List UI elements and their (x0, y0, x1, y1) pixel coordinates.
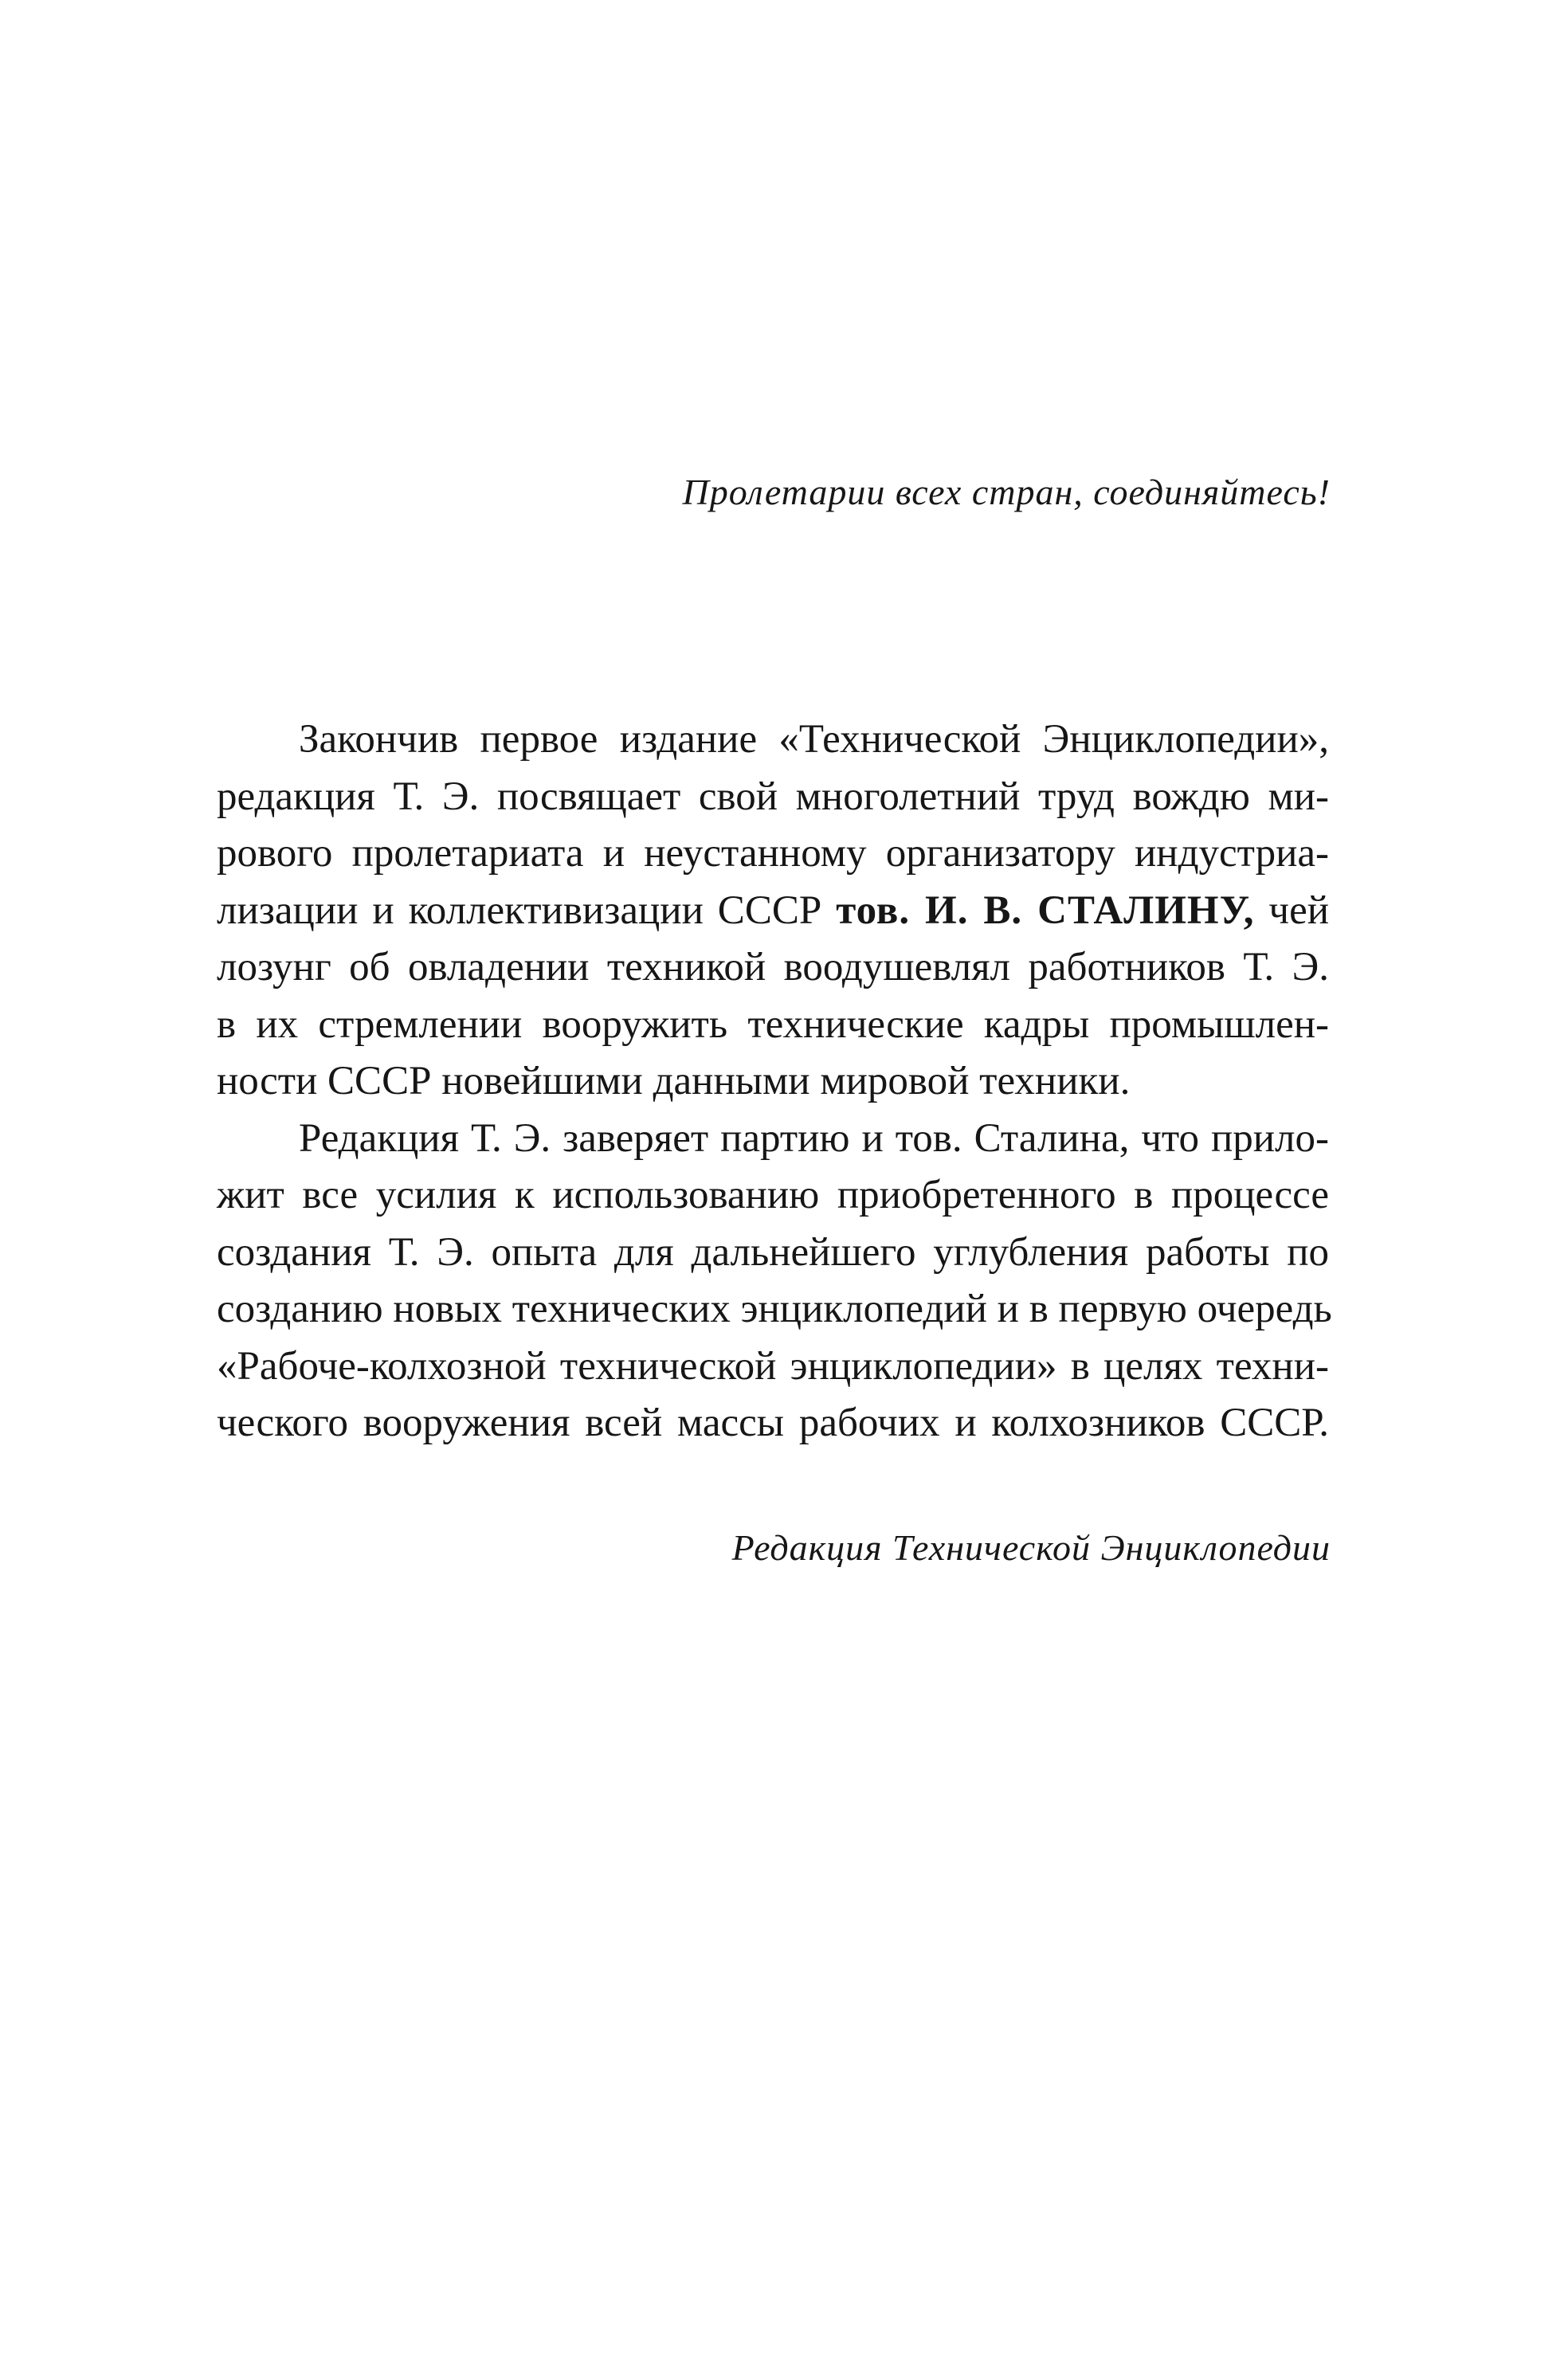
line-text: «Рабоче-колхозной технической энциклопедии» в целях техни- (217, 1343, 1329, 1389)
dedication-text (217, 711, 1332, 1452)
paragraph-1-line-5 (217, 939, 1329, 997)
paragraph-2-line-5 (217, 1338, 1329, 1396)
paragraph-1-line-2 (217, 769, 1329, 826)
paragraph-2-line-3 (217, 1225, 1329, 1282)
motto: Пролетарии всех стран, соединяйтесь! (682, 472, 1331, 512)
line-text: чей (1268, 888, 1330, 933)
paragraph-1-line-6 (217, 997, 1329, 1054)
line-text: рового пролетариата и неустанному организатору индустриа- (217, 831, 1329, 876)
line-text: Редакция Т. Э. заверяет партию и тов. Сталина, что прило- (299, 1115, 1329, 1161)
paragraph-2-line-1 (217, 1111, 1329, 1168)
paragraph-1-line-7 (217, 1053, 1329, 1111)
line-text: лизации и коллективизации СССР (217, 888, 822, 933)
line-text: редакция Т. Э. посвящает свой многолетний труд вождю ми- (217, 774, 1329, 819)
paragraph-2-line-4 (217, 1281, 1332, 1338)
line-text: жит все усилия к использованию приобретенного в процессе (217, 1173, 1329, 1217)
line-text: лозунг об овладении техникой воодушевлял работников Т. Э. (217, 945, 1329, 989)
line-text: ческого вооружения всей массы рабочих и колхозников СССР. (217, 1401, 1329, 1445)
signature: Редакция Технической Энциклопедии (731, 1527, 1331, 1568)
paragraph-2-line-6 (217, 1395, 1329, 1452)
paragraph-2-line-2 (217, 1167, 1329, 1225)
paragraph-1-line-1 (217, 711, 1329, 769)
line-text: ности СССР новейшими данными мировой техники. (217, 1059, 1131, 1103)
stalin-name: тов. И. В. СТАЛИНУ, (836, 888, 1255, 933)
paragraph-1-line-3 (217, 825, 1329, 883)
paragraph-1-line-4 (217, 883, 1329, 940)
line-text: в их стремлении вооружить технические кадры промышлен- (217, 1001, 1329, 1047)
line-text: создания Т. Э. опыта для дальнейшего углубления работы по (217, 1229, 1329, 1275)
line-text: созданию новых технических энциклопедий и в первую очередь (217, 1287, 1332, 1331)
line-text: Закончив первое издание «Технической Энциклопедии», (299, 717, 1329, 762)
